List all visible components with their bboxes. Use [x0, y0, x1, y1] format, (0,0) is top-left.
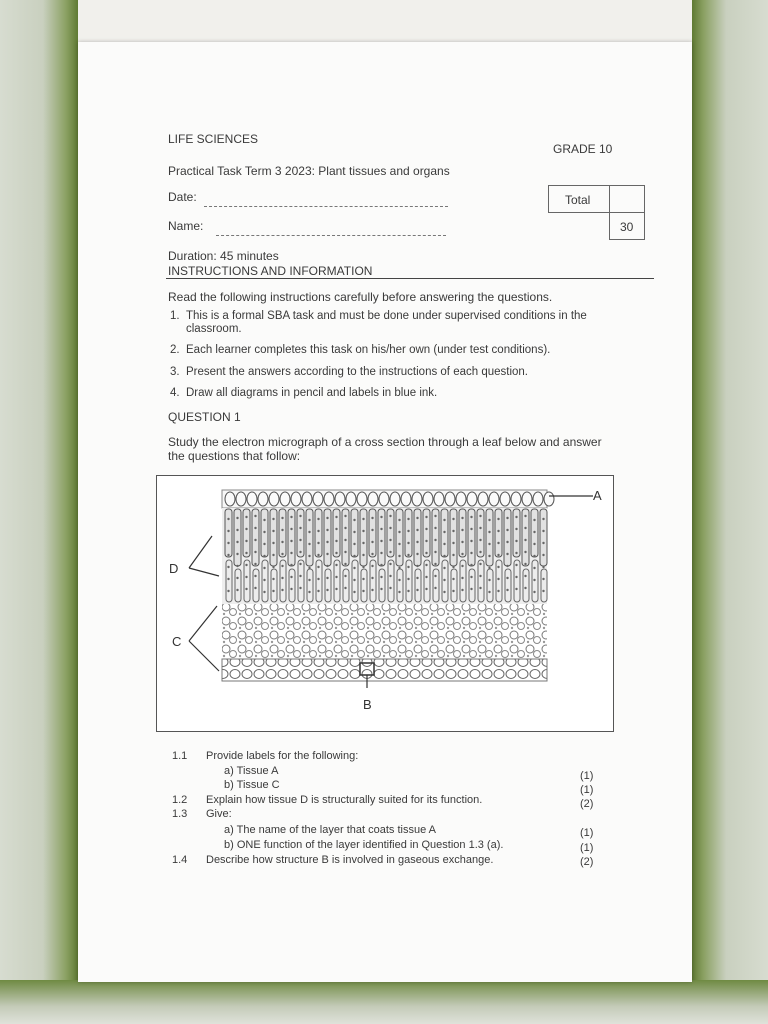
question-number: 1.2: [172, 794, 188, 806]
question-text: Provide labels for the following:: [206, 750, 359, 762]
total-label-cell: [548, 185, 610, 213]
question-intro: Study the electron micrograph of a cross section through a leaf below and answer the questions that follow:: [168, 435, 602, 463]
date-label: Date:: [168, 190, 197, 204]
instruction-item: This is a formal SBA task and must be done under supervised conditions in the classroom.: [186, 310, 587, 335]
question-text: b) Tissue C: [224, 779, 280, 791]
instruction-item: Present the answers according to the instructions of each question.: [186, 366, 529, 378]
question-mark: (2): [580, 856, 594, 868]
question-mark: (1): [580, 827, 594, 839]
question-mark: (1): [580, 770, 594, 782]
question-text: Give:: [206, 808, 232, 820]
instruction-number: 4.: [170, 387, 180, 399]
question-text: Describe how structure B is involved in gaseous exchange.: [206, 854, 494, 866]
instruction-number: 2.: [170, 344, 180, 356]
label-b: B: [363, 697, 372, 712]
subject-title: LIFE SCIENCES: [168, 132, 259, 146]
pointer-line-d: [189, 536, 219, 576]
name-label: Name:: [168, 219, 204, 233]
question-number: 1.3: [172, 808, 188, 820]
background-right: [692, 0, 768, 1024]
question-text: b) ONE function of the layer identified in Question 1.3 (a).: [224, 839, 504, 851]
leaf-micrograph-figure: [156, 475, 614, 732]
question-text: a) Tissue A: [224, 765, 279, 777]
question-mark: (1): [580, 784, 594, 796]
heading-rule: [166, 278, 654, 279]
pointer-line-c: [189, 606, 219, 671]
worksheet-page: [78, 42, 692, 982]
question-heading: QUESTION 1: [168, 410, 241, 424]
label-d: D: [169, 561, 179, 576]
instructions-intro: Read the following instructions carefully before answering the questions.: [168, 290, 553, 304]
score-cell: [609, 185, 645, 213]
name-line[interactable]: [216, 235, 446, 236]
grade-label: GRADE 10: [553, 142, 613, 156]
label-a: A: [593, 488, 602, 503]
total-label: Total: [565, 193, 591, 207]
total-marks: 30: [620, 220, 634, 234]
background-bottom: [0, 980, 768, 1024]
instruction-item: Draw all diagrams in pencil and labels in blue ink.: [186, 387, 438, 399]
question-number: 1.1: [172, 750, 188, 762]
date-line[interactable]: [204, 206, 448, 207]
task-title: Practical Task Term 3 2023: Plant tissues and organs: [168, 164, 450, 178]
background-left: [0, 0, 78, 1024]
lower-epidermis: [222, 659, 547, 681]
question-number: 1.4: [172, 854, 188, 866]
instruction-item: Each learner completes this task on his/her own (under test conditions).: [186, 344, 551, 356]
spongy-tissue: [222, 604, 547, 659]
question-mark: (2): [580, 798, 594, 810]
question-text: a) The name of the layer that coats tissue A: [224, 824, 436, 836]
instructions-heading: INSTRUCTIONS AND INFORMATION: [168, 264, 373, 278]
instruction-number: 3.: [170, 366, 180, 378]
question-text: Explain how tissue D is structurally suited for its function.: [206, 794, 483, 806]
leaf-cross-section-drawing: [157, 476, 612, 730]
duration: Duration: 45 minutes: [168, 249, 279, 263]
instruction-number: 1.: [170, 310, 180, 322]
label-c: C: [172, 634, 182, 649]
total-marks-cell: [609, 212, 645, 240]
question-mark: (1): [580, 842, 594, 854]
